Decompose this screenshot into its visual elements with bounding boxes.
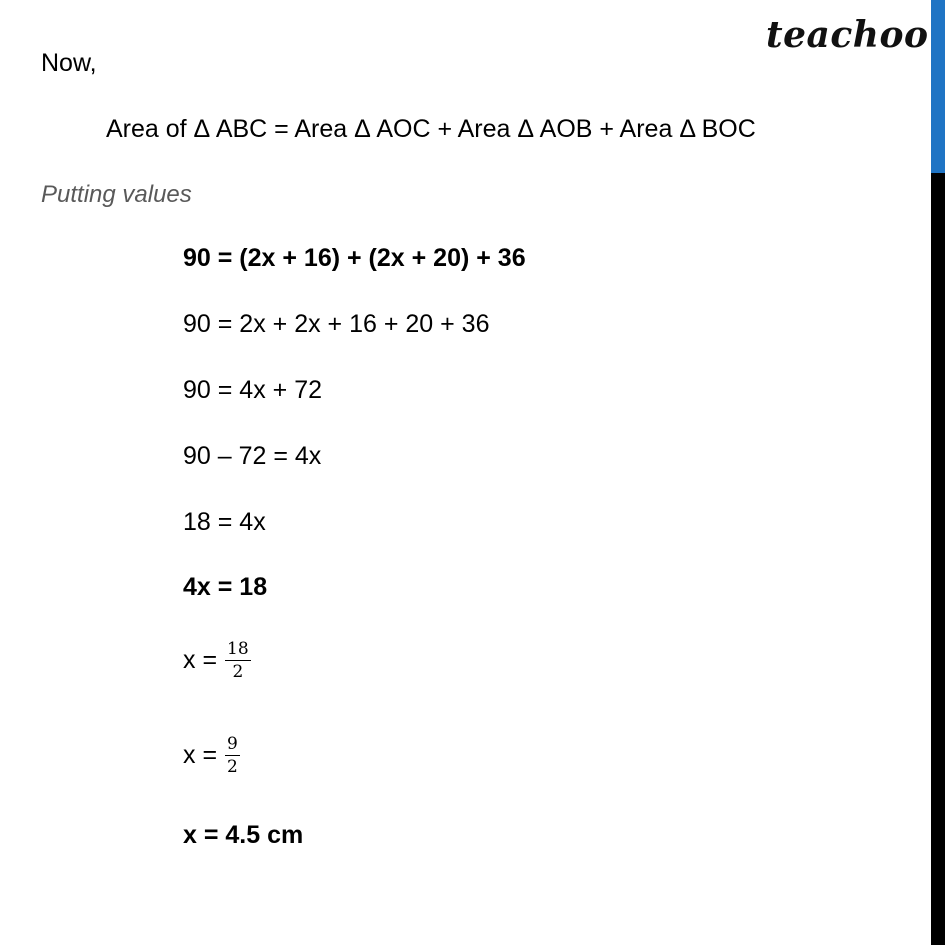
hint-text: Putting values xyxy=(41,181,192,208)
step-equation: 90 = (2x + 16) + (2x + 20) + 36 xyxy=(183,244,526,272)
fraction xyxy=(225,638,251,683)
slide-sidebar xyxy=(931,0,945,945)
fraction xyxy=(225,733,240,778)
sidebar-accent xyxy=(931,0,945,173)
step-equation: 90 = 2x + 2x + 16 + 20 + 36 xyxy=(183,310,490,338)
teachoo-logo: teachoo xyxy=(766,14,929,56)
intro-text: Now, xyxy=(41,49,97,77)
fraction-lhs: x = xyxy=(183,646,218,674)
area-equation: Area of Δ ABC = Area Δ AOC + Area Δ AOB + Area Δ BOC xyxy=(106,115,756,143)
step-equation: 18 = 4x xyxy=(183,508,266,536)
step-equation: 4x = 18 xyxy=(183,573,268,601)
step-equation: 90 – 72 = 4x xyxy=(183,442,322,470)
final-answer: x = 4.5 cm xyxy=(183,821,304,849)
fraction-denominator: 2 xyxy=(232,662,244,682)
fraction-step xyxy=(183,638,251,683)
fraction-numerator: 18 xyxy=(227,639,249,659)
fraction-lhs: x = xyxy=(183,741,218,769)
step-equation: 90 = 4x + 72 xyxy=(183,376,323,404)
fraction-numerator: 9 xyxy=(227,734,238,754)
fraction-step xyxy=(183,733,240,778)
fraction-denominator: 2 xyxy=(227,757,238,777)
